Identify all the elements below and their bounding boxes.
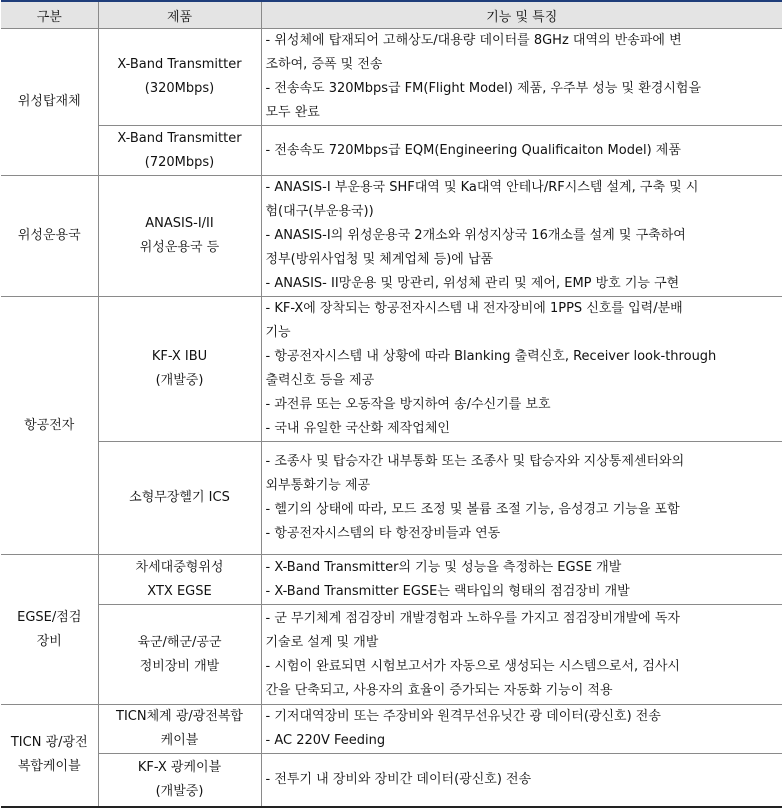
text-line: - 조종사 및 탑승자간 내부통화 또는 조종사 및 탑승자와 지상통제센터와의 [265,454,685,469]
text-line: 케이블 [160,733,199,748]
header-features: 기능 및 특징 [261,1,782,29]
text-line: TICN체계 광/광전복합 [116,709,243,724]
text-line: - 전투기 내 장비와 장비간 데이터(광신호) 전송 [265,771,532,787]
category-cell [1,297,98,555]
text-line: 복합케이블 [17,759,81,775]
text-line: 출력신호 등을 제공 [265,373,375,388]
category-cell [1,555,98,705]
text-line: 장비 [36,633,62,649]
table-row [1,754,782,807]
text-line: - 과전류 또는 오동작을 방지하여 송/수신기를 보호 [265,397,551,412]
text-line: 위성탑재체 [17,94,81,109]
table-row [1,29,782,126]
text-line: - 전송속도 320Mbps급 FM(Flight Model) 제품, 우주부 성능 및 환경시험을 [265,81,702,96]
table-row [1,705,782,754]
text-line: XTX EGSE [147,583,212,599]
text-line: 육군/해군/공군 [137,634,222,650]
text-line: 간을 단축되고, 사용자의 효율이 증가되는 자동화 기능이 적용 [265,682,613,698]
text-line: 험(대구(부운용국)) [265,204,374,219]
header-row [1,1,782,29]
text-line: 차세대중형위성 [135,559,224,575]
category-cell [1,705,98,807]
text-line: (개발중) [155,373,204,388]
text-line: 정부(방위사업청 및 체계업체 등)에 납품 [265,252,494,267]
product-cell [98,442,261,555]
text-line: X-Band Transmitter [117,57,242,72]
features-cell [261,605,782,705]
text-line: - 헬기의 상태에 따라, 모드 조정 및 볼륨 조절 기능, 음성경고 기능을 포함 [265,502,680,517]
category-cell [1,176,98,297]
product-table [1,0,782,808]
table-row [1,555,782,605]
text-line: - 항공전자시스템의 타 항전장비들과 연동 [265,526,501,541]
text-line: (720Mbps) [144,154,215,170]
table-row [1,605,782,705]
text-line: - ANASIS-I 부운용국 SHF대역 및 Ka대역 안테나/RF시스템 설계, 구축 및 시 [265,180,699,195]
text-line: ANASIS-I/II [145,216,214,231]
text-line: - 시험이 완료되면 시험보고서가 자동으로 생성되는 시스템으로서, 검사시 [265,658,680,674]
table-row [1,126,782,176]
header-category: 구분 [1,1,98,29]
product-cell [98,605,261,705]
product-cell [98,297,261,442]
features-cell [261,754,782,807]
text-line: - X-Band Transmitter의 기능 및 성능을 측정하는 EGSE 개발 [265,559,622,575]
features-cell [261,176,782,297]
text-line: X-Band Transmitter [117,130,242,146]
table-row [1,442,782,555]
features-cell [261,297,782,442]
text-line: - 국내 유일한 국산화 제작업체인 [265,421,450,436]
text-line: - 기저대역장비 또는 주장비와 원격무선유닛간 광 데이터(광신호) 전송 [265,709,661,724]
table-row [1,176,782,297]
table-row [1,297,782,442]
text-line: 기술로 설계 및 개발 [265,634,379,650]
product-cell [98,29,261,126]
product-cell [98,126,261,176]
text-line: EGSE/점검 [17,609,82,625]
text-line: - 전송속도 720Mbps급 EQM(Engineering Qualificaiton Model) 제품 [265,142,681,158]
product-cell [98,754,261,807]
text-line: 기능 [265,325,291,340]
product-cell [98,176,261,297]
text-line: 항공전자 [24,417,75,433]
text-line: - ANASIS- II망운용 및 망관리, 위성체 관리 및 제어, EMP 방호 기능 구현 [265,276,680,291]
text-line: TICN 광/광전 [10,735,88,751]
text-line: - 위성체에 탑재되어 고해상도/대용량 데이터를 8GHz 대역의 반송파에 변 [265,33,682,48]
features-cell [261,442,782,555]
product-cell [98,555,261,605]
text-line: 소형무장헬기 ICS [129,490,230,505]
text-line: 외부통화기능 제공 [265,478,371,493]
features-cell [261,29,782,126]
text-line: - KF-X에 장착되는 항공전자시스템 내 전자장비에 1PPS 신호를 입력/분배 [265,301,683,316]
features-cell [261,555,782,605]
features-cell [261,126,782,176]
product-cell [98,705,261,754]
text-line: (개발중) [155,783,204,799]
features-cell [261,705,782,754]
text-line: - ANASIS-I의 위성운용국 2개소와 위성지상국 16개소를 설계 및 구축하여 [265,228,686,243]
text-line: - AC 220V Feeding [265,733,386,748]
text-line: (320Mbps) [144,81,215,96]
text-line: KF-X 광케이블 [137,759,222,775]
text-line: 위성운용국 [17,228,81,243]
text-line: KF-X IBU [151,349,208,364]
text-line: 위성운용국 등 [139,240,220,255]
text-line: 모두 완료 [265,105,320,120]
text-line: - X-Band Transmitter EGSE는 랙타입의 형태의 점검장비 개발 [265,583,630,599]
text-line: 정비장비 개발 [139,658,220,674]
text-line: - 항공전자시스템 내 상황에 따라 Blanking 출력신호, Receiver look-through [265,349,717,364]
header-product: 제품 [98,1,261,29]
text-line: 조하여, 증폭 및 전송 [265,57,383,72]
text-line: - 군 무기체계 점검장비 개발경험과 노하우를 가지고 점검장비개발에 독자 [265,610,680,626]
category-cell [1,29,98,176]
